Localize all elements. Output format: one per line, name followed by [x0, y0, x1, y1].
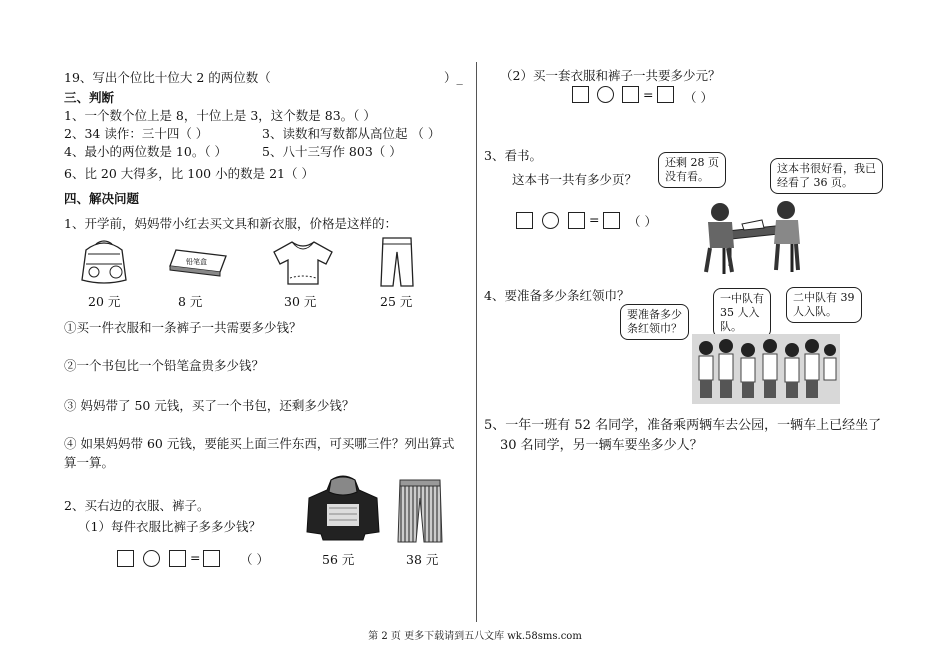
section-3-title: 三、判断: [64, 90, 115, 105]
pencil-box-label: 铅笔盒: [186, 258, 207, 266]
answer-box[interactable]: [516, 212, 533, 229]
price-shirt: 30 元: [284, 294, 317, 309]
operator-circle[interactable]: [143, 550, 160, 567]
bubble-line: 要准备多少: [627, 308, 682, 321]
bubble-line: 没有看。: [665, 170, 709, 183]
problem-2-sub1: （1）每件衣服比裤子多多少钱？: [78, 519, 261, 534]
answer-box[interactable]: [169, 550, 186, 567]
judge-2: 2、34 读作：三十四（ ）: [64, 126, 209, 141]
problem-2-intro: 2、买右边的衣服、裤子。: [64, 498, 210, 513]
price-schoolbag: 20 元: [88, 294, 121, 309]
answer-box[interactable]: [568, 212, 585, 229]
price-pants: 25 元: [380, 294, 413, 309]
schoolbag-image: [74, 236, 134, 286]
judge-1: 1、一个数个位上是 8，十位上是 3，这个数是 83。（ ）: [64, 108, 376, 123]
judge-4: 4、最小的两位数是 10。（ ）: [64, 144, 228, 159]
pants-image: [377, 236, 417, 288]
bubble-line: 35 人入: [720, 306, 760, 319]
price-pencil-box: 8 元: [178, 294, 203, 309]
question-1: ①买一件衣服和一条裤子一共需要多少钱？: [64, 320, 302, 335]
answer-box[interactable]: [603, 212, 620, 229]
answer-box[interactable]: [622, 86, 639, 103]
students-group-photo: [692, 334, 840, 404]
section-4-title: 四、解决问题: [64, 191, 140, 206]
unit-parens: （ ）: [240, 552, 269, 567]
q19-end: ）_: [444, 70, 463, 85]
bubble-line: 一中队有: [720, 292, 764, 305]
bubble-line: 还剩 28 页: [665, 156, 719, 169]
price-striped-pants: 38 元: [406, 552, 439, 567]
problem-3-question: 这本书一共有多少页？: [512, 172, 638, 187]
operator-circle[interactable]: [597, 86, 614, 103]
column-divider: [476, 62, 477, 622]
judge-3: 3、读数和写数都从高位起 （ ）: [262, 126, 441, 141]
equals-sign: =: [589, 212, 600, 227]
pencil-box-image: [168, 246, 228, 276]
bubble-line: 人入队。: [793, 305, 837, 318]
answer-box[interactable]: [572, 86, 589, 103]
price-hoodie: 56 元: [322, 552, 355, 567]
page-footer: 第 2 页 更多下载请到五八文库 wk.58sms.com: [368, 631, 582, 642]
answer-box[interactable]: [203, 550, 220, 567]
judge-5: 5、八十三写作 803（ ）: [262, 144, 402, 159]
unit-parens: （ ）: [628, 214, 657, 229]
operator-circle[interactable]: [542, 212, 559, 229]
bubble-line: 这本书很好看，我已: [777, 162, 876, 175]
problem-4-title: 4、要准备多少条红领巾？: [484, 288, 630, 303]
shirt-image: [268, 238, 338, 288]
answer-box[interactable]: [117, 550, 134, 567]
speech-bubble-remaining: [658, 152, 726, 188]
unit-parens: （ ）: [684, 90, 713, 105]
problem-3-title: 3、看书。: [484, 148, 542, 163]
speech-bubble-read: [770, 158, 883, 194]
q19-text: 19、写出个位比十位大 2 的两位数（: [64, 70, 271, 85]
bubble-line: 队。: [720, 320, 742, 333]
bubble-line: 条红领巾？: [627, 322, 682, 335]
problem-2-sub2: （2）买一套衣服和裤子一共要多少元？: [500, 68, 721, 83]
judge-6: 6、比 20 大得多，比 100 小的数是 21（ ）: [64, 166, 314, 181]
equals-sign: =: [190, 550, 201, 565]
question-4-line2: 算一算。: [64, 455, 115, 470]
question-2: ②一个书包比一个铅笔盒贵多少钱？: [64, 358, 265, 373]
equals-sign: =: [643, 87, 654, 102]
bubble-line: 二中队有 39: [793, 291, 855, 304]
hoodie-image: [303, 474, 383, 542]
question-3: ③ 妈妈带了 50 元钱，买了一个书包，还剩多少钱？: [64, 398, 355, 413]
problem-5-line2: 30 名同学，另一辆车要坐多少人？: [500, 438, 703, 453]
problem-5-line1: 5、一年一班有 52 名同学，准备乘两辆车去公园，一辆车上已经坐了: [484, 418, 882, 433]
striped-pants-image: [396, 478, 444, 544]
kids-reading-illustration: [698, 196, 808, 276]
problem-1-intro: 1、开学前，妈妈带小红去买文具和新衣服，价格是这样的：: [64, 216, 397, 231]
speech-bubble-squad-1: [713, 288, 771, 338]
speech-bubble-question: [620, 304, 689, 340]
answer-box[interactable]: [657, 86, 674, 103]
speech-bubble-squad-2: [786, 287, 862, 323]
bubble-line: 经看了 36 页。: [777, 176, 853, 189]
question-4-line1: ④ 如果妈妈带 60 元钱，要能买上面三件东西，可买哪三件？列出算式: [64, 436, 455, 451]
